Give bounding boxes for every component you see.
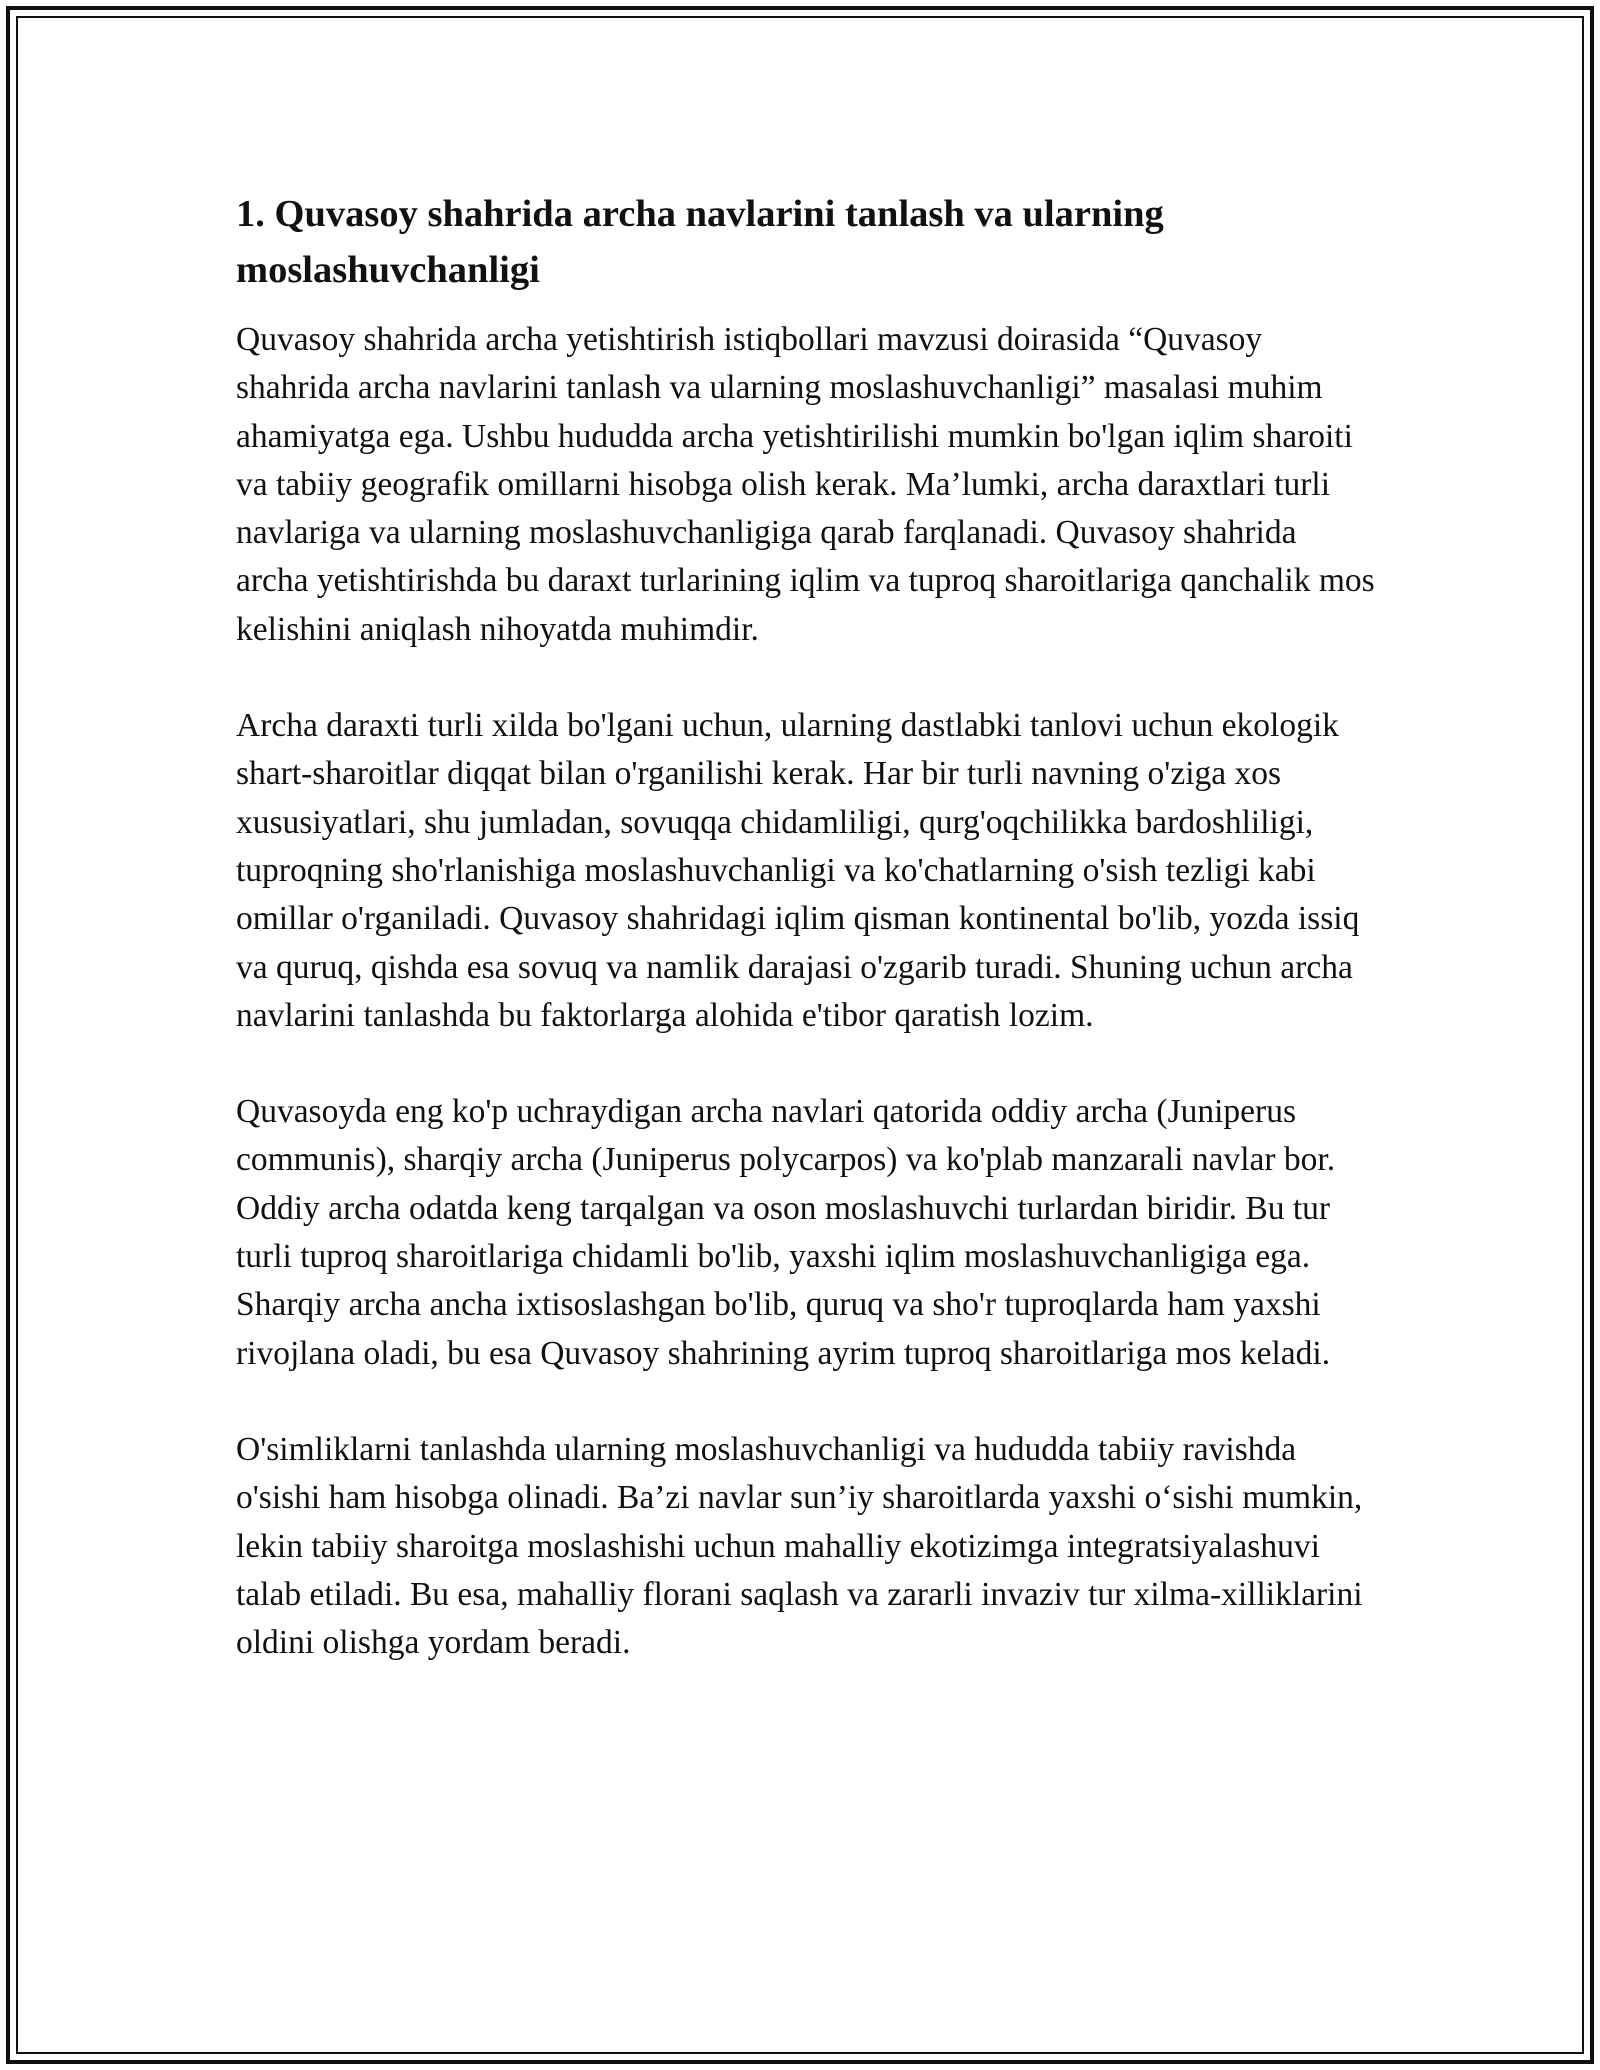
section-heading: 1. Quvasoy shahrida archa navlarini tanlash va ularning moslashuvchanligi xyxy=(236,193,1164,291)
paragraph-4: O'simliklarni tanlashda ularning moslashuvchanligi va hududda tabiiy ravishda o'sishi ham hisobga olinadi. Ba’zi navlar sun’iy sharoitlarda yaxshi o‘sishi mumkin, lekin tabiiy sharoitga moslashishi uchun mahalliy ekotizimga integratsiyalashuvi talab etiladi. Bu esa, mahalliy florani saqlash va zararli invaziv tur xilma-xilliklarini oldini olishga yordam beradi. xyxy=(236,1430,1363,1662)
document-body xyxy=(236,186,1376,1667)
paragraph-1: Quvasoy shahrida archa yetishtirish istiqbollari mavzusi doirasida “Quvasoy shahrida archa navlarini tanlash va ularning moslashuvchanligi” masalasi muhim ahamiyatga ega. Ushbu hududda archa yetishtirilishi mumkin bo'lgan iqlim sharoiti va tabiiy geografik omillarni hisobga olish kerak. Ma’lumki, archa daraxtlari turli navlariga va ularning moslashuvchanligiga qarab farqlanadi. Quvasoy shahrida archa yetishtirishda bu daraxt turlarining iqlim va tuproq sharoitlariga qanchalik mos kelishini aniqlash nihoyatda muhimdir. xyxy=(236,321,1375,648)
paragraph-2: Archa daraxti turli xilda bo'lgani uchun, ularning dastlabki tanlovi uchun ekologik shart-sharoitlar diqqat bilan o'rganilishi kerak. Har bir turli navning o'ziga xos xususiyatlari, shu jumladan, sovuqqa chidamliligi, qurg'oqchilikka bardoshliligi, tuproqning sho'rlanishiga moslashuvchanligi va ko'chatlarning o'sish tezligi kabi omillar o'rganiladi. Quvasoy shahridagi iqlim qisman kontinental bo'lib, yozda issiq va quruq, qishda esa sovuq va namlik darajasi o'zgarib turadi. Shuning uchun archa navlarini tanlashda bu faktorlarga alohida e'tibor qaratish lozim. xyxy=(236,707,1360,1034)
paragraph-3: Quvasoyda eng ko'p uchraydigan archa navlari qatorida oddiy archa (Juniperus communis), sharqiy archa (Juniperus polycarpos) va ko'plab manzarali navlar bor. Oddiy archa odatda keng tarqalgan va oson moslashuvchi turlardan biridir. Bu tur turli tuproq sharoitlariga chidamli bo'lib, yaxshi iqlim moslashuvchanligiga ega. Sharqiy archa ancha ixtisoslashgan bo'lib, quruq va sho'r tuproqlarda ham yaxshi rivojlana oladi, bu esa Quvasoy shahrining ayrim tuproq sharoitlariga mos keladi. xyxy=(236,1093,1336,1372)
